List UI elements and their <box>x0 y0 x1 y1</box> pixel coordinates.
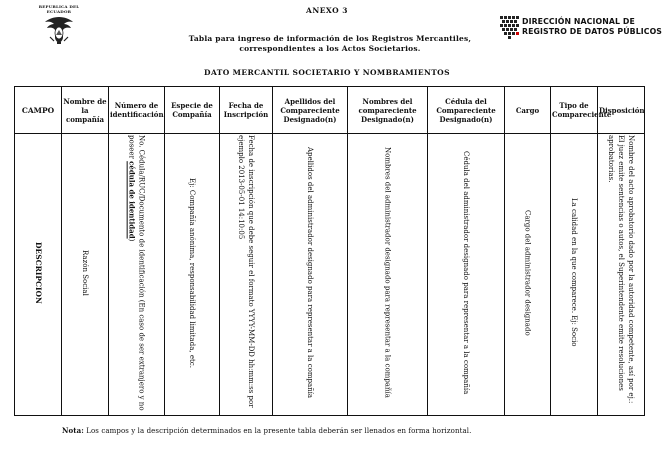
column-header-nombres: Nombres del compareciente Designado(n) <box>348 87 428 134</box>
column-header-disposicion: Disposición <box>598 87 645 134</box>
column-header-tipo: Tipo de Compareciente <box>551 87 598 134</box>
column-header-nombre: Nombre de la compañía <box>62 87 109 134</box>
cell-nombre <box>62 134 109 416</box>
cell-fecha <box>220 134 273 416</box>
cell-cargo <box>505 134 551 416</box>
column-header-fecha: Fecha de Inscripción <box>220 87 273 134</box>
document-subtitle <box>160 34 500 54</box>
column-header-cargo: Cargo <box>505 87 551 134</box>
column-header-apellidos: Apellidos del Compareciente Designado(n) <box>273 87 348 134</box>
cell-cedula-text: Cédula del administrador designado para representar a la compañía <box>462 150 470 395</box>
column-header-numero: Número de identificación <box>109 87 165 134</box>
brand-line-1: DIRECCIÓN NACIONAL DE <box>522 17 635 26</box>
dinardap-logo-icon <box>500 16 520 42</box>
cell-especie-text: Ej: Compañía anónima, responsabilidad limitada, etc. <box>188 177 196 368</box>
cell-apellidos-text: Apellidos del administrador designado para representar a la compañía <box>306 146 314 399</box>
cell-nombres <box>348 134 428 416</box>
section-title: DATO MERCANTIL SOCIETARIO Y NOMBRAMIENTOS <box>204 68 450 77</box>
table-header-row <box>15 87 645 134</box>
cell-cargo-text: Cargo del administrador designado <box>523 209 532 336</box>
seal-caption: REPUBLICA DEL ECUADOR <box>38 4 80 14</box>
footnote-text: Los campos y la descripción determinados en la presente tabla deberán ser llenados en forma horizontal. <box>83 427 472 435</box>
ecuador-coat-of-arms-icon <box>42 15 76 45</box>
cell-disposicion-text: Nombre del acto aprobatorio dado por la autoridad competente, así por ej.: El juez emite sentencias o autos, el Superintendente emite resoluciones aprobatorias. <box>607 134 635 403</box>
footnote <box>62 426 471 435</box>
annex-title: ANEXO 3 <box>306 6 348 15</box>
cell-nombre-text: Razón Social <box>81 249 89 296</box>
cell-disposicion <box>598 134 645 416</box>
cell-tipo-text: La calidad en la que comparece. Ej: Socio <box>570 198 578 347</box>
column-header-campo: CAMPO <box>15 87 62 134</box>
data-table <box>14 86 645 416</box>
subtitle-line-2: correspondientes a los Actos Societarios. <box>239 44 421 53</box>
cell-cedula <box>428 134 505 416</box>
column-header-especie: Especie de Compañía <box>165 87 220 134</box>
cell-especie <box>165 134 220 416</box>
cell-campo-text: DESCRIPCION <box>34 241 43 304</box>
footnote-label: Nota: <box>62 426 84 435</box>
cell-fecha-text: Fecha de inscripción que debe seguir el formato YYYY-MM-DD hh:mm:ss por ejemplo 2013-05-01 14:10:05 <box>237 134 255 408</box>
cell-numero <box>109 134 165 416</box>
cell-apellidos <box>273 134 348 416</box>
cell-numero-text <box>127 135 147 411</box>
table-row <box>15 134 645 416</box>
cell-campo <box>15 134 62 416</box>
column-header-cedula: Cédula del Compareciente Designado(n) <box>428 87 505 134</box>
cell-nombres-text: Nombres del administrador designado para representar a la compañía <box>383 147 392 398</box>
subtitle-line-1: Tabla para ingreso de información de los Registros Mercantiles, <box>188 34 472 43</box>
cell-numero-end: ) <box>127 238 136 241</box>
brand-line-2: REGISTRO DE DATOS PÚBLICOS <box>522 27 662 36</box>
cell-numero-main: No. Cédula/RUC/Documento de identificación (En caso de ser extranjero y no poseer <box>127 134 146 411</box>
cell-numero-underlined: cédula de identidad <box>127 160 137 239</box>
cell-tipo <box>551 134 598 416</box>
